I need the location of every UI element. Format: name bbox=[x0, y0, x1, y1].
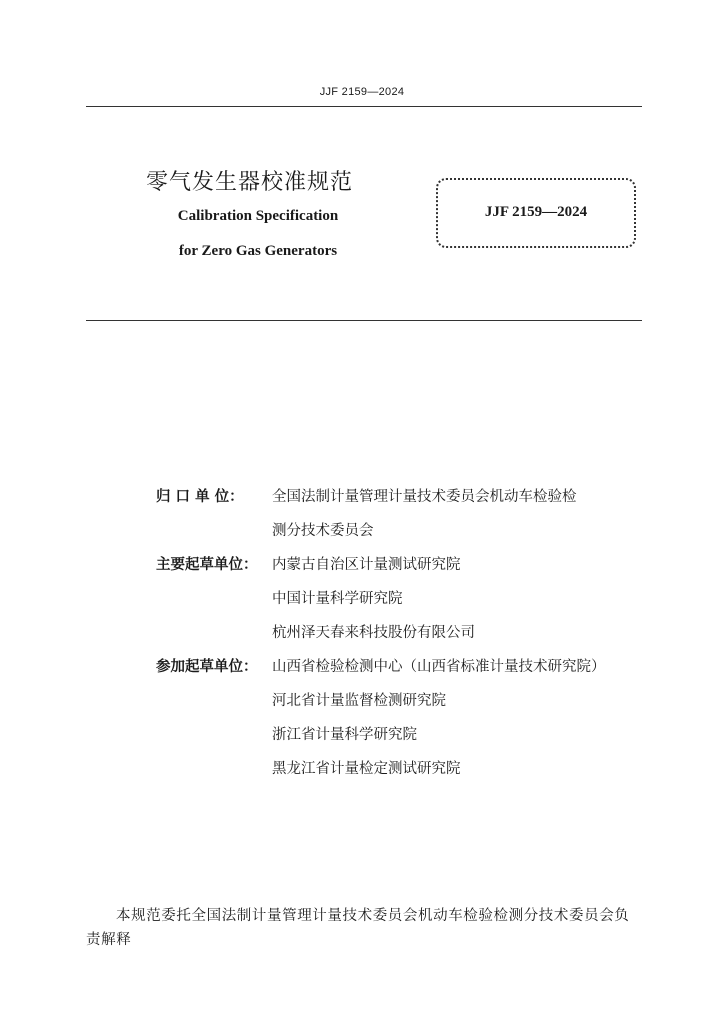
participating-drafting-values bbox=[272, 650, 646, 786]
standard-code: JJF 2159—2024 bbox=[484, 204, 588, 220]
main-drafting-row bbox=[156, 548, 646, 650]
title-english-line-2: for Zero Gas Generators bbox=[178, 243, 338, 259]
interpretation-note: 本规范委托全国法制计量管理计量技术委员会机动车检验检测分技术委员会负责解释 bbox=[86, 908, 630, 948]
participating-drafting-line: 河北省计量监督检测研究院 bbox=[272, 693, 446, 709]
section-rule bbox=[86, 320, 642, 321]
header-rule bbox=[86, 106, 642, 107]
responsible-unit-line: 全国法制计量管理计量技术委员会机动车检验检 bbox=[272, 489, 577, 505]
standard-code-box bbox=[436, 178, 636, 248]
participating-drafting-row bbox=[156, 650, 646, 786]
participating-drafting-line: 浙江省计量科学研究院 bbox=[272, 727, 417, 743]
responsible-unit-label: 归 口 单 位： bbox=[156, 489, 244, 505]
participating-drafting-line: 黑龙江省计量检定测试研究院 bbox=[272, 761, 461, 777]
main-drafting-line: 内蒙古自治区计量测试研究院 bbox=[272, 557, 461, 573]
responsible-unit-line: 测分技术委员会 bbox=[272, 523, 374, 539]
title-chinese: 零气发生器校准规范 bbox=[146, 170, 354, 195]
responsible-unit-row bbox=[156, 480, 646, 548]
participating-drafting-line: 山西省检验检测中心（山西省标准计量技术研究院） bbox=[272, 659, 606, 675]
main-drafting-line: 中国计量科学研究院 bbox=[272, 591, 403, 607]
header-standard-code: JJF 2159—2024 bbox=[319, 86, 405, 98]
participating-drafting-label: 参加起草单位： bbox=[156, 659, 258, 675]
title-english-line-1: Calibration Specification bbox=[177, 208, 339, 224]
organization-list bbox=[156, 480, 646, 786]
responsible-unit-values bbox=[272, 480, 646, 548]
main-drafting-line: 杭州泽天春来科技股份有限公司 bbox=[272, 625, 475, 641]
main-drafting-values bbox=[272, 548, 646, 650]
main-drafting-label: 主要起草单位： bbox=[156, 557, 258, 573]
